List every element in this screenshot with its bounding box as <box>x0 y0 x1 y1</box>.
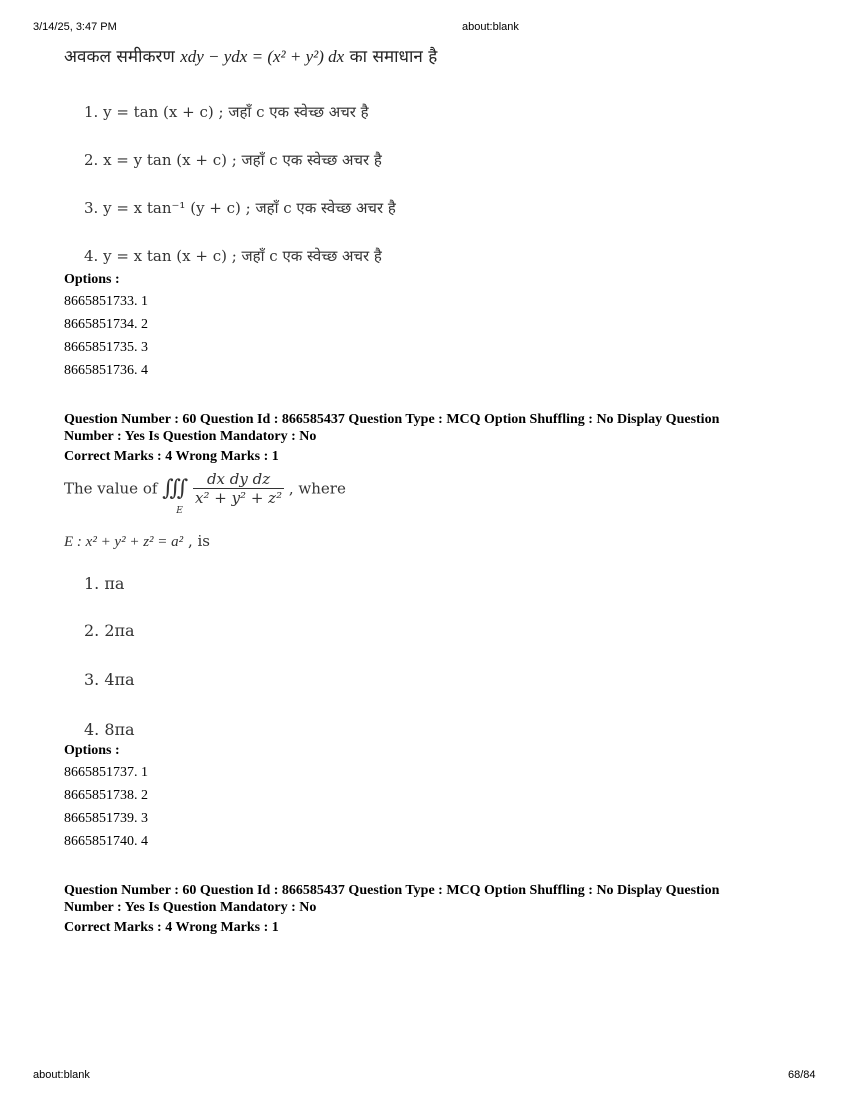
choice-2: 2. 2πa <box>84 621 135 640</box>
stem-prefix: अवकल समीकरण <box>64 47 175 67</box>
choice-2: 2. x = y tan (x + c) ; जहाँ c एक स्वेच्छ अचर है <box>84 151 382 169</box>
stem-prefix: The value of <box>64 479 158 498</box>
options-label: Options : <box>64 272 120 287</box>
stem-equation: xdy − ydx = (x² + y²) dx <box>180 47 345 66</box>
question-meta <box>64 411 794 445</box>
question-stem-hindi <box>64 44 437 67</box>
fraction-numerator: dx dy dz <box>193 470 284 489</box>
footer-url: about:blank <box>33 1069 90 1081</box>
choice-4: 4. 8πa <box>84 720 135 739</box>
choice-1: 1. πa <box>84 574 125 593</box>
options-label: Options : <box>64 743 120 758</box>
question-stem-line-2 <box>64 532 210 551</box>
marks-line: Correct Marks : 4 Wrong Marks : 1 <box>64 920 279 935</box>
question-stem <box>64 470 346 516</box>
domain-equation: E : x² + y² + z² = a² <box>64 534 184 550</box>
choice-3: 3. 4πa <box>84 670 135 689</box>
question-meta-line-1: Question Number : 60 Question Id : 866585437 Question Type : MCQ Option Shuffling : No Display Question <box>64 883 720 898</box>
print-datetime: 3/14/25, 3:47 PM <box>33 21 117 33</box>
option-id: 8665851740. 4 <box>64 834 148 849</box>
page-number: 68/84 <box>788 1069 816 1081</box>
option-id: 8665851736. 4 <box>64 363 148 378</box>
option-id: 8665851734. 2 <box>64 317 148 332</box>
print-title: about:blank <box>462 21 519 33</box>
choice-3: 3. y = x tan⁻¹ (y + c) ; जहाँ c एक स्वेच्छ अचर है <box>84 199 396 217</box>
fraction-denominator: x² + y² + z² <box>195 489 283 507</box>
stem-suffix: , where <box>288 479 346 498</box>
question-meta-line-2: Number : Yes Is Question Mandatory : No <box>64 429 317 444</box>
question-meta-line-1: Question Number : 60 Question Id : 866585437 Question Type : MCQ Option Shuffling : No Display Question <box>64 412 720 427</box>
question-meta-line-2: Number : Yes Is Question Mandatory : No <box>64 900 317 915</box>
question-meta <box>64 882 794 916</box>
choice-4: 4. y = x tan (x + c) ; जहाँ c एक स्वेच्छ अचर है <box>84 247 382 265</box>
option-id: 8665851735. 3 <box>64 340 148 355</box>
stem-suffix: का समाधान है <box>349 47 438 67</box>
integral-subscript: E <box>176 506 183 516</box>
choice-1: 1. y = tan (x + c) ; जहाँ c एक स्वेच्छ अचर है <box>84 103 369 121</box>
triple-integral-symbol: ∭ E <box>162 476 189 516</box>
integrand-fraction <box>193 470 284 507</box>
marks-line: Correct Marks : 4 Wrong Marks : 1 <box>64 449 279 464</box>
option-id: 8665851738. 2 <box>64 788 148 803</box>
option-id: 8665851733. 1 <box>64 294 148 309</box>
option-id: 8665851737. 1 <box>64 765 148 780</box>
option-id: 8665851739. 3 <box>64 811 148 826</box>
stem-line-2-suffix: , is <box>187 532 210 550</box>
